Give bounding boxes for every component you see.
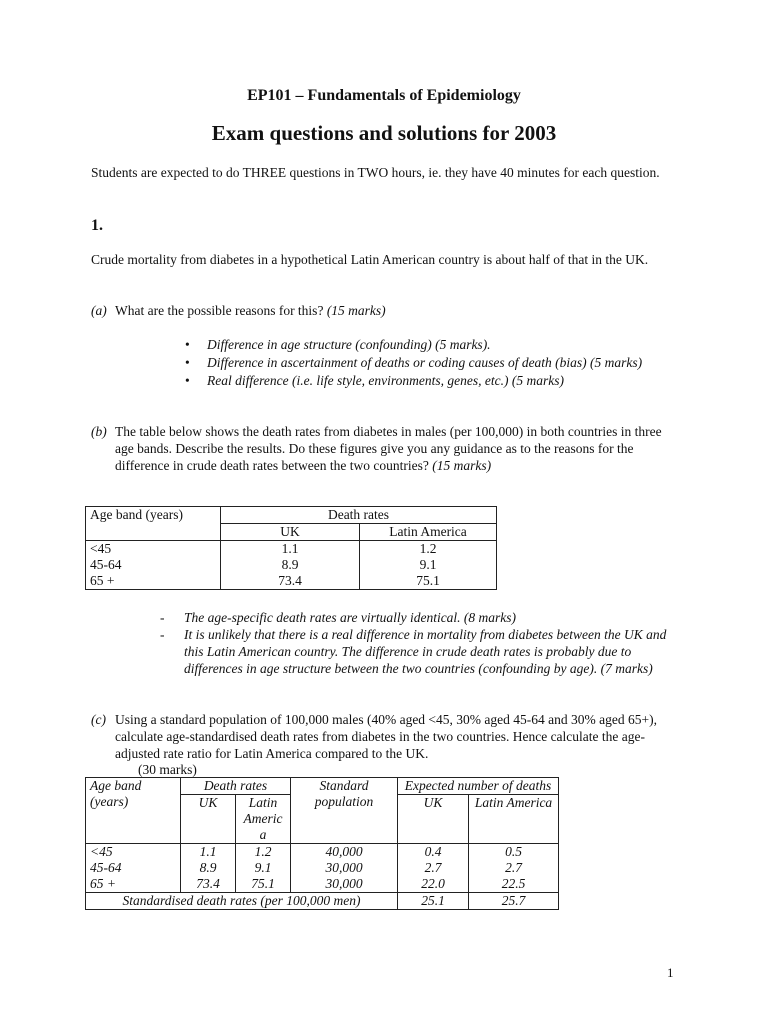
question-number: 1. [91, 217, 103, 234]
cell-age: 45-64 [86, 860, 181, 876]
table-row [86, 541, 497, 558]
cell-age: <45 [86, 844, 181, 861]
list-item: - It is unlikely that there is a real difference in mortality from diabetes between the UK and this Latin American country. The difference in crude death rates is probably due to differences in age structure between the two countries (confounding by age). (7 marks) [160, 626, 674, 677]
cell-standard-population: 30,000 [291, 876, 398, 893]
cell-uk: 73.4 [181, 876, 236, 893]
list-item: • Difference in age structure (confounding) (5 marks). [183, 336, 652, 353]
cell-uk: 1.1 [181, 844, 236, 861]
cell-latin-america: 1.2 [236, 844, 291, 861]
cell-uk: 1.1 [221, 541, 360, 558]
cell-age: 65 + [86, 573, 221, 590]
list-item: • Real difference (i.e. life style, environments, genes, etc.) (5 marks) [183, 372, 652, 389]
table-header-row [86, 778, 559, 795]
col-header-latin-america: Latin America [360, 524, 497, 541]
col-header-latin-america: Latin Americ a [236, 795, 291, 844]
cell-expected-latin-america: 0.5 [469, 844, 559, 861]
list-item: - The age-specific death rates are virtually identical. (8 marks) [160, 609, 674, 626]
col-header-expected-latin-america: Latin America [469, 795, 559, 844]
cell-expected-latin-america: 2.7 [469, 860, 559, 876]
course-title: EP101 – Fundamentals of Epidemiology [247, 87, 521, 104]
part-a-answer-list [183, 336, 652, 390]
cell-standard-population: 30,000 [291, 860, 398, 876]
list-item: • Difference in ascertainment of deaths or coding causes of death (bias) (5 marks) [183, 354, 652, 371]
table-row [86, 876, 559, 893]
part-b-answer-list [160, 609, 674, 677]
standardisation-table [85, 777, 559, 910]
col-header-uk: UK [221, 524, 360, 541]
cell-latin-america: 75.1 [236, 876, 291, 893]
part-b-marks: (15 marks) [432, 458, 492, 473]
cell-expected-uk: 2.7 [398, 860, 469, 876]
part-c-text: Using a standard population of 100,000 males (40% aged <45, 30% aged 45-64 and 30% aged 65+), calculate age-standardised death rates from diabetes in the two countries. Hence calculate the age-adjusted rate ratio for Latin America compared to the UK. [115, 712, 657, 761]
cell-latin-america: 75.1 [360, 573, 497, 590]
cell-age: 45-64 [86, 557, 221, 573]
col-header-death-rates: Death rates [181, 778, 291, 795]
part-c-question [91, 711, 676, 762]
cell-latin-america: 1.2 [360, 541, 497, 558]
part-b-question [91, 423, 676, 491]
intro-text: Students are expected to do THREE questions in TWO hours, ie. they have 40 minutes for each question. [91, 165, 660, 180]
page-title: Exam questions and solutions for 2003 [211, 121, 557, 145]
cell-uk: 73.4 [221, 573, 360, 590]
part-c-label: (c) [91, 712, 106, 727]
table-total-row [86, 893, 559, 910]
table-row [86, 844, 559, 861]
total-latin-america: 25.7 [469, 893, 559, 910]
col-header-death-rates: Death rates [221, 507, 497, 524]
cell-latin-america: 9.1 [236, 860, 291, 876]
col-header-standard-population: Standard population [291, 778, 398, 844]
part-b-label: (b) [91, 424, 107, 439]
part-a-label: (a) [91, 303, 107, 318]
part-b-text-wrap [115, 423, 675, 474]
cell-expected-uk: 22.0 [398, 876, 469, 893]
page-number: 1 [667, 965, 674, 980]
death-rates-table [85, 506, 497, 590]
table-row [86, 557, 497, 573]
part-c-marks: (30 marks) [138, 762, 197, 777]
part-a-marks: (15 marks) [326, 303, 386, 318]
col-header-expected-uk: UK [398, 795, 469, 844]
cell-uk: 8.9 [181, 860, 236, 876]
cell-age: <45 [86, 541, 221, 558]
table-row [86, 860, 559, 876]
part-a-text-wrap [115, 302, 675, 319]
part-b-text: The table below shows the death rates from diabetes in males (per 100,000) in both countries in three age bands. Describe the results. Do these figures give you any guidance as to the reasons for the difference in crude death rates between the two countries? [115, 424, 662, 473]
total-label: Standardised death rates (per 100,000 men) [86, 893, 398, 910]
cell-expected-latin-america: 22.5 [469, 876, 559, 893]
part-a-text: What are the possible reasons for this? [115, 303, 324, 318]
col-header-uk: UK [181, 795, 236, 844]
part-a-question [91, 302, 676, 319]
col-header-age: Age band (years) [86, 778, 181, 844]
cell-uk: 8.9 [221, 557, 360, 573]
table-row [86, 573, 497, 590]
question-stem: Crude mortality from diabetes in a hypothetical Latin American country is about half of that in the UK. [91, 252, 649, 267]
col-header-age: Age band (years) [86, 507, 221, 541]
cell-standard-population: 40,000 [291, 844, 398, 861]
total-uk: 25.1 [398, 893, 469, 910]
cell-expected-uk: 0.4 [398, 844, 469, 861]
cell-latin-america: 9.1 [360, 557, 497, 573]
col-header-expected-deaths: Expected number of deaths [398, 778, 559, 795]
table-header-row [86, 507, 497, 524]
cell-age: 65 + [86, 876, 181, 893]
